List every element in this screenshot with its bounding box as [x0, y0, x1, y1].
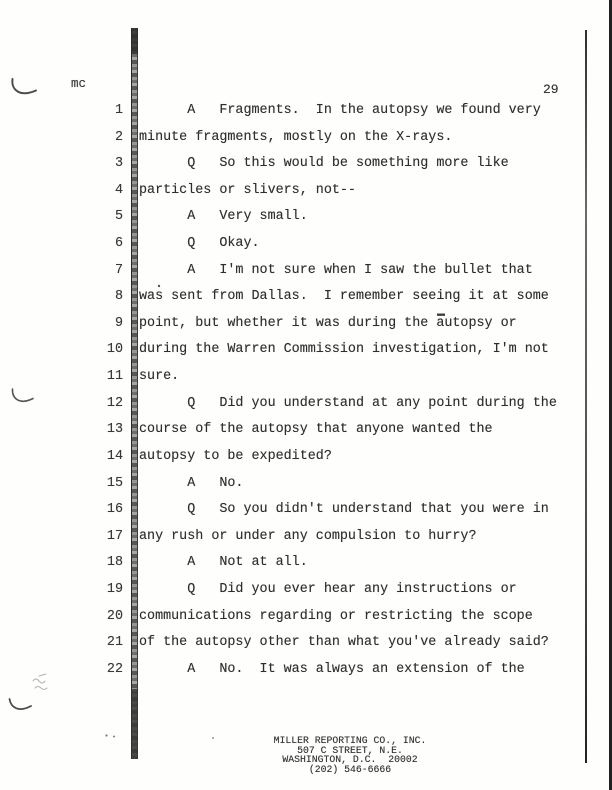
line-text: course of the autopsy that anyone wanted the	[139, 422, 493, 438]
line-text: minute fragments, mostly on the X-rays.	[139, 129, 453, 145]
line-number: 7	[114, 262, 123, 278]
transcript-line	[0, 364, 592, 391]
line-number: 4	[114, 182, 123, 198]
line-text: autopsy to be expedited?	[139, 448, 332, 464]
reporting-company-footer	[139, 736, 561, 775]
transcript-line	[0, 524, 592, 551]
line-number: 14	[106, 448, 123, 464]
line-text: A Not at all.	[139, 555, 308, 571]
line-number: 5	[114, 209, 123, 225]
line-text: Q Did you ever hear any instructions or	[139, 581, 517, 597]
line-text: of the autopsy other than what you've already said?	[139, 635, 549, 651]
reporter-initials: mc	[71, 77, 87, 91]
line-text: sure.	[139, 369, 180, 385]
footer-phone: (202) 546-6666	[308, 764, 392, 776]
line-number: 15	[106, 475, 123, 491]
transcript-line	[0, 550, 592, 577]
line-text: during the Warren Commission investigation, I'm not	[139, 342, 549, 358]
line-number: 21	[106, 635, 123, 651]
pen-mark-top	[12, 79, 36, 93]
line-text: was sent from Dallas. I remember seeing it at some	[139, 289, 549, 305]
scan-artifact-dot	[113, 736, 115, 738]
footer-address-line1: 507 C STREET, N.E.	[297, 744, 403, 756]
transcript-line	[0, 471, 592, 498]
line-number: 17	[106, 528, 123, 544]
transcript-line	[0, 577, 592, 604]
transcript-line	[0, 151, 592, 178]
line-text: A I'm not sure when I saw the bullet that	[139, 262, 533, 278]
transcript-line	[0, 630, 592, 657]
line-text: A No.	[139, 475, 244, 491]
line-number: 20	[106, 608, 123, 624]
footer-company: MILLER REPORTING CO., INC.	[273, 735, 427, 746]
line-text: Q So this would be something more like	[139, 156, 509, 172]
line-text: communications regarding or restricting the scope	[139, 608, 533, 624]
line-number: 10	[106, 342, 123, 358]
transcript-line	[0, 311, 592, 338]
transcript-line	[0, 98, 592, 125]
transcript-line	[0, 604, 592, 631]
scan-artifact-dot	[105, 734, 107, 736]
line-text: particles or slivers, not--	[139, 182, 356, 198]
line-number: 13	[106, 422, 123, 438]
pen-mark-bottom	[10, 699, 32, 709]
transcript-line	[0, 417, 592, 444]
transcript-line	[0, 444, 592, 471]
transcript-line	[0, 125, 592, 152]
transcript-line	[0, 337, 592, 364]
transcript-line	[0, 258, 592, 285]
transcript-line	[0, 231, 592, 258]
page-number: 29	[543, 82, 559, 97]
transcript-line	[0, 497, 592, 524]
line-text: A Fragments. In the autopsy we found very	[139, 103, 541, 118]
line-number: 18	[106, 555, 123, 571]
line-text: Q Okay.	[139, 236, 260, 252]
line-number: 3	[114, 156, 123, 172]
footer-address-line2: WASHINGTON, D.C. 20002	[282, 754, 418, 766]
line-text: A Very small.	[139, 209, 308, 225]
line-number: 12	[106, 395, 123, 411]
line-number: 9	[114, 315, 123, 331]
line-number: 1	[114, 103, 123, 118]
line-number: 11	[106, 369, 123, 385]
line-text: Q So you didn't understand that you were in	[139, 502, 549, 518]
line-number: 22	[106, 661, 123, 677]
transcript-line	[0, 284, 592, 311]
scan-edge-band	[609, 0, 612, 790]
transcript-line	[0, 391, 592, 418]
line-number: 16	[106, 502, 123, 518]
line-number: 8	[114, 289, 123, 305]
line-number: 19	[106, 581, 123, 597]
transcript-line	[0, 657, 592, 684]
transcript-line	[0, 178, 592, 205]
line-text: point, but whether it was during the autopsy or	[139, 315, 517, 331]
line-text: A No. It was always an extension of the	[139, 661, 525, 677]
line-number: 6	[114, 236, 123, 252]
line-text: any rush or under any compulsion to hurry?	[139, 528, 477, 544]
line-text: Q Did you understand at any point during the	[139, 395, 557, 411]
transcript-line	[0, 204, 592, 231]
line-number: 2	[114, 129, 123, 145]
transcript-body	[0, 98, 592, 683]
